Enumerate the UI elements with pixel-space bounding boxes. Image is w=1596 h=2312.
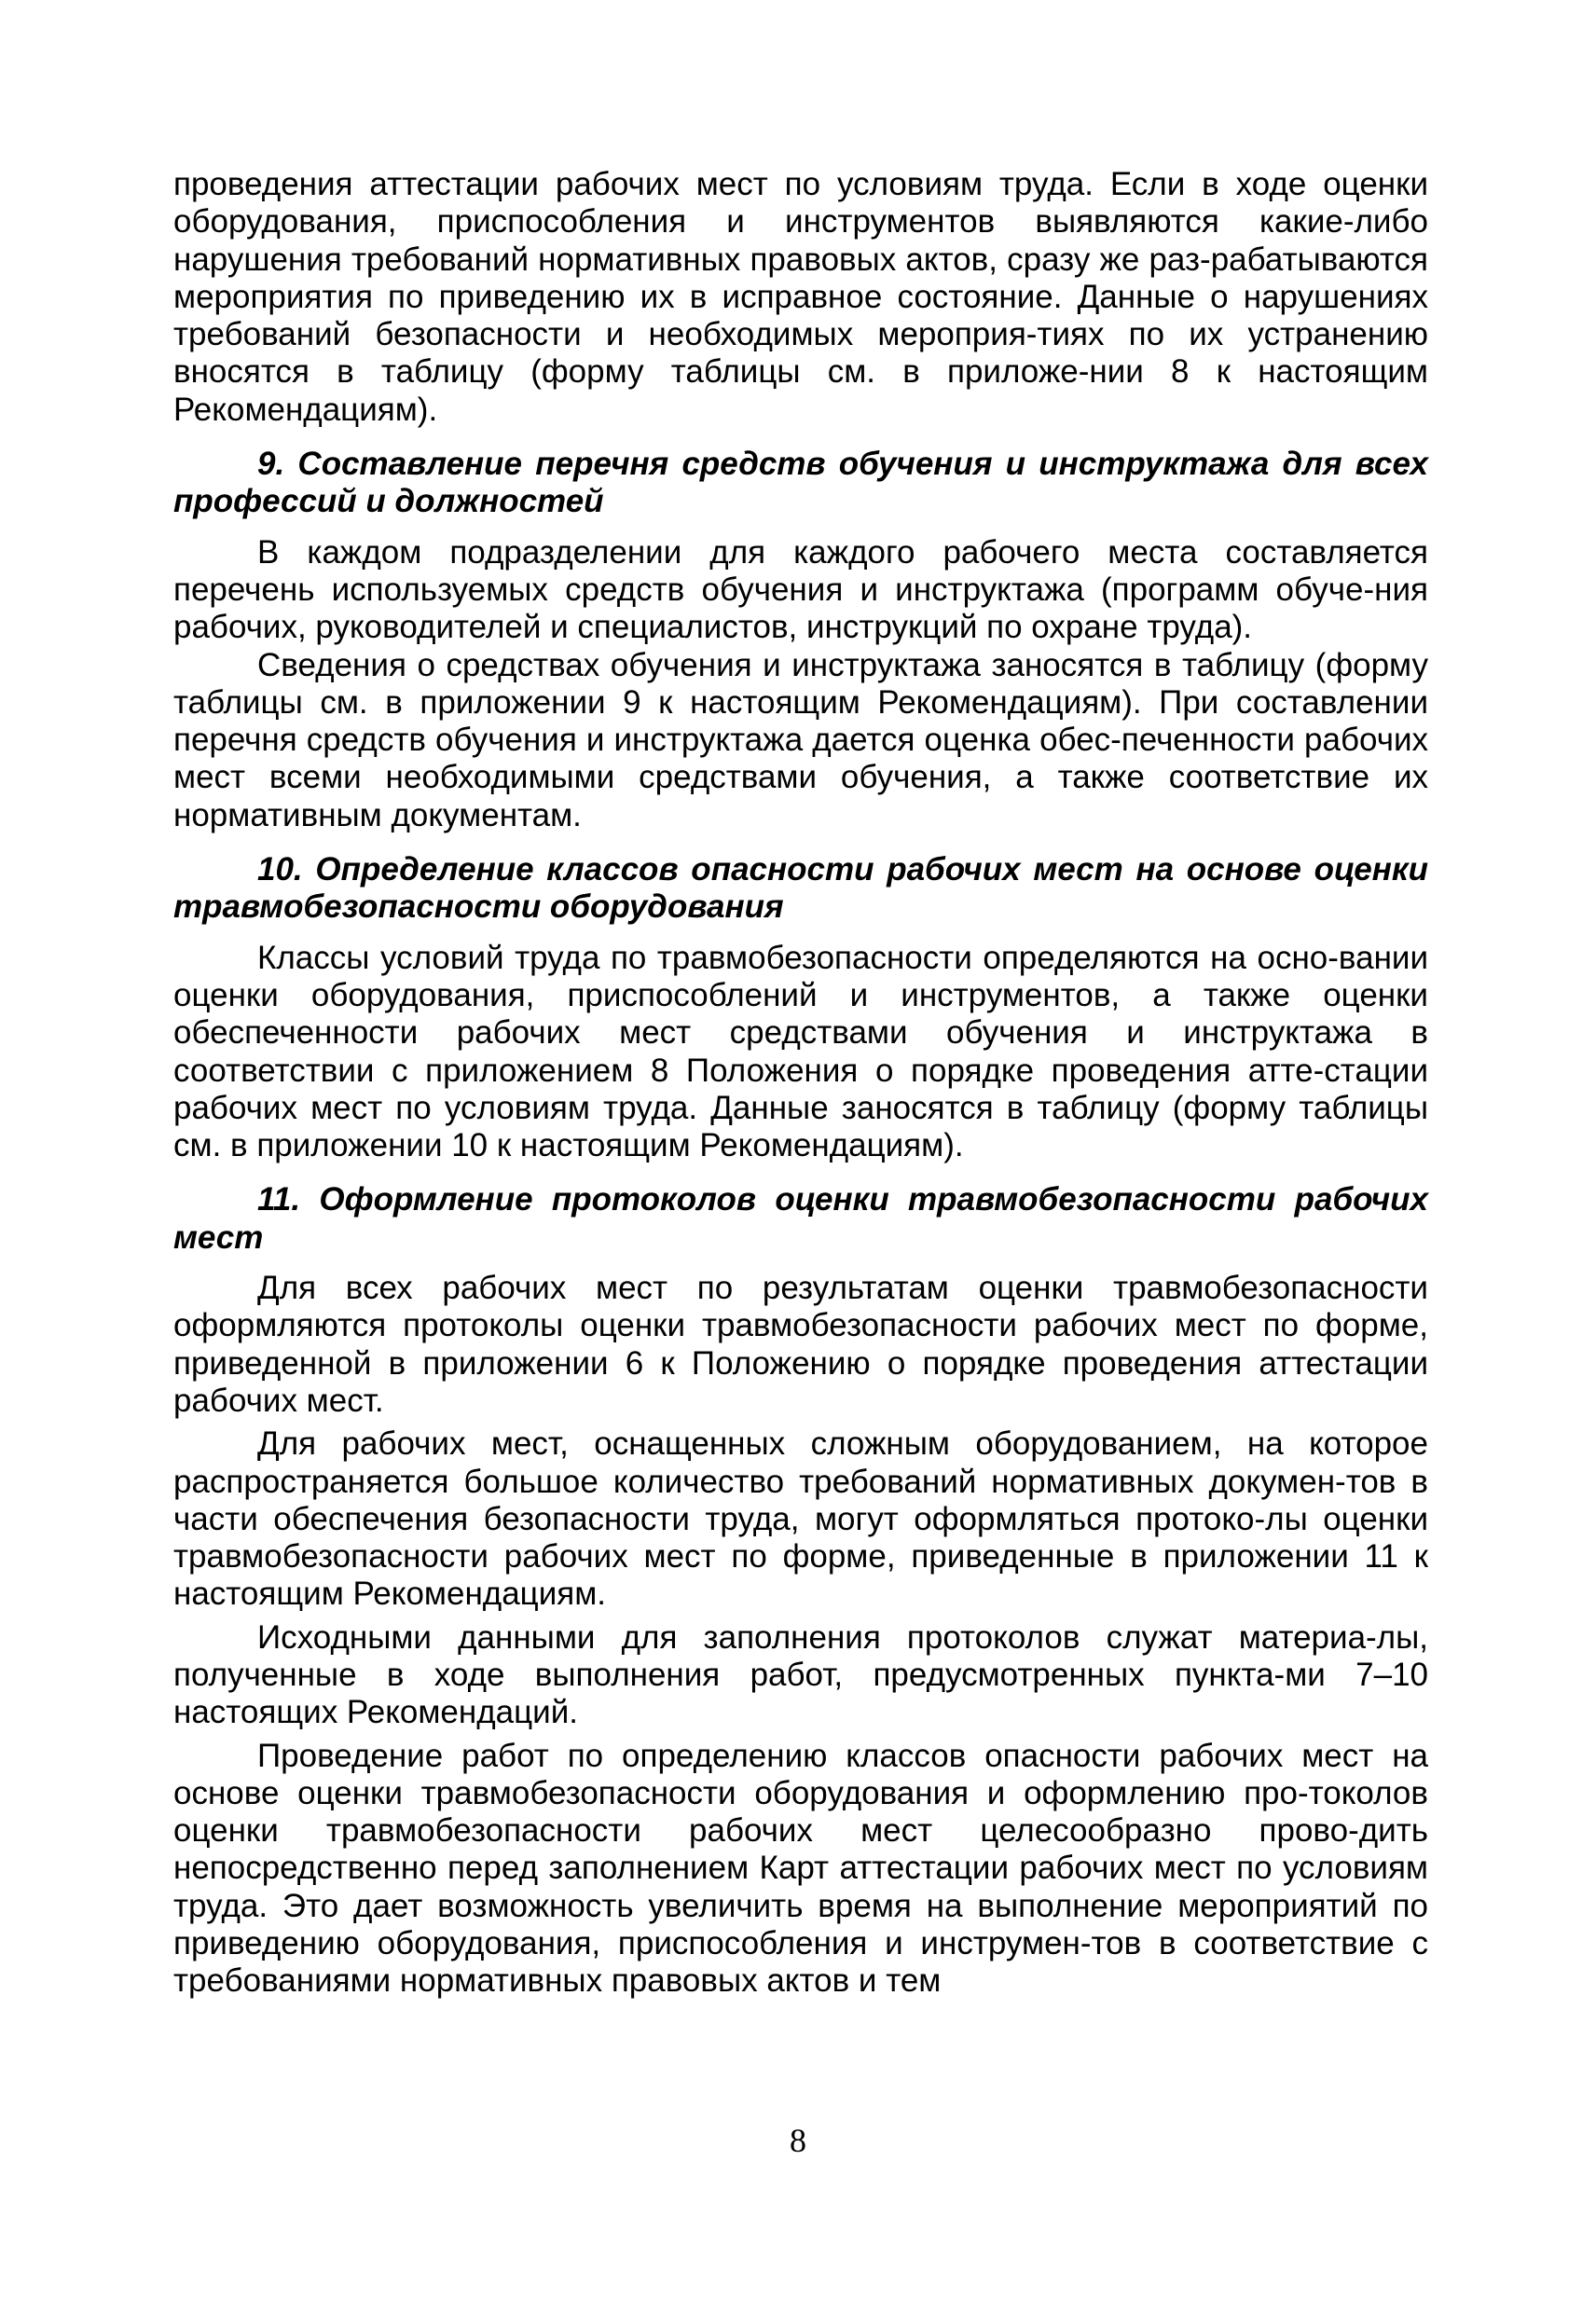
section-heading-10: 10. Определение классов опасности рабочих мест на основе оценки травмобезопасности оборудования [173,851,1428,926]
section-heading-11: 11. Оформление протоколов оценки травмобезопасности рабочих мест [173,1181,1428,1256]
section-heading-9: 9. Составление перечня средств обучения и инструктажа для всех профессий и должностей [173,446,1428,520]
paragraph: Для рабочих мест, оснащенных сложным оборудованием, на которое распространяется большое количество требований нормативных докумен-тов в части обеспечения безопасности труда, могут оформляться протоко-лы оценки травмобезопасности рабочих мест по форме, приведенные в приложении 11 к настоящим Рекомендациям. [173,1425,1428,1613]
paragraph: Проведение работ по определению классов опасности рабочих мест на основе оценки травмобезопасности оборудования и оформлению про-токолов оценки травмобезопасности рабочих мест целесообразно прово-дить непосредственно перед заполнением Карт аттестации рабочих мест по условиям труда. Это дает возможность увеличить время на выполнение мероприятий по приведению оборудования, приспособления и инструмен-тов в соответствие с требованиями нормативных правовых актов и тем [173,1737,1428,2000]
paragraph-continuation: проведения аттестации рабочих мест по условиям труда. Если в ходе оценки оборудования, приспособления и инструментов выявляются какие-либо нарушения требований нормативных правовых актов, сразу же раз-рабатываются мероприятия по приведению их в исправное состояние. Данные о нарушениях требований безопасности и необходимых мероприя-тиях по их устранению вносятся в таблицу (форму таблицы см. в приложе-нии 8 к настоящим Рекомендациям). [173,166,1428,428]
page-number: 8 [790,2122,806,2159]
paragraph: Сведения о средствах обучения и инструктажа заносятся в таблицу (форму таблицы см. в приложении 9 к настоящим Рекомендациям). При составлении перечня средств обучения и инструктажа дается оценка обес-печенности рабочих мест всеми необходимыми средствами обучения, а также соответствие их нормативным документам. [173,646,1428,833]
document-page [173,166,1428,2001]
paragraph: Классы условий труда по травмобезопасности определяются на осно-вании оценки оборудования, приспособлений и инструментов, а также оценки обеспеченности рабочих мест средствами обучения и инструктажа в соответствии с приложением 8 Положения о порядке проведения атте-стации рабочих мест по условиям труда. Данные заносятся в таблицу (форму таблицы см. в приложении 10 к настоящим Рекомендациям). [173,939,1428,1164]
paragraph: Для всех рабочих мест по результатам оценки травмобезопасности оформляются протоколы оценки травмобезопасности рабочих мест по форме, приведенной в приложении 6 к Положению о порядке проведения аттестации рабочих мест. [173,1270,1428,1419]
paragraph: В каждом подразделении для каждого рабочего места составляется перечень используемых средств обучения и инструктажа (программ обуче-ния рабочих, руководителей и специалистов, инструкций по охране труда). [173,533,1428,646]
paragraph: Исходными данными для заполнения протоколов служат материа-лы, полученные в ходе выполнения работ, предусмотренных пункта-ми 7–10 настоящих Рекомендаций. [173,1618,1428,1731]
